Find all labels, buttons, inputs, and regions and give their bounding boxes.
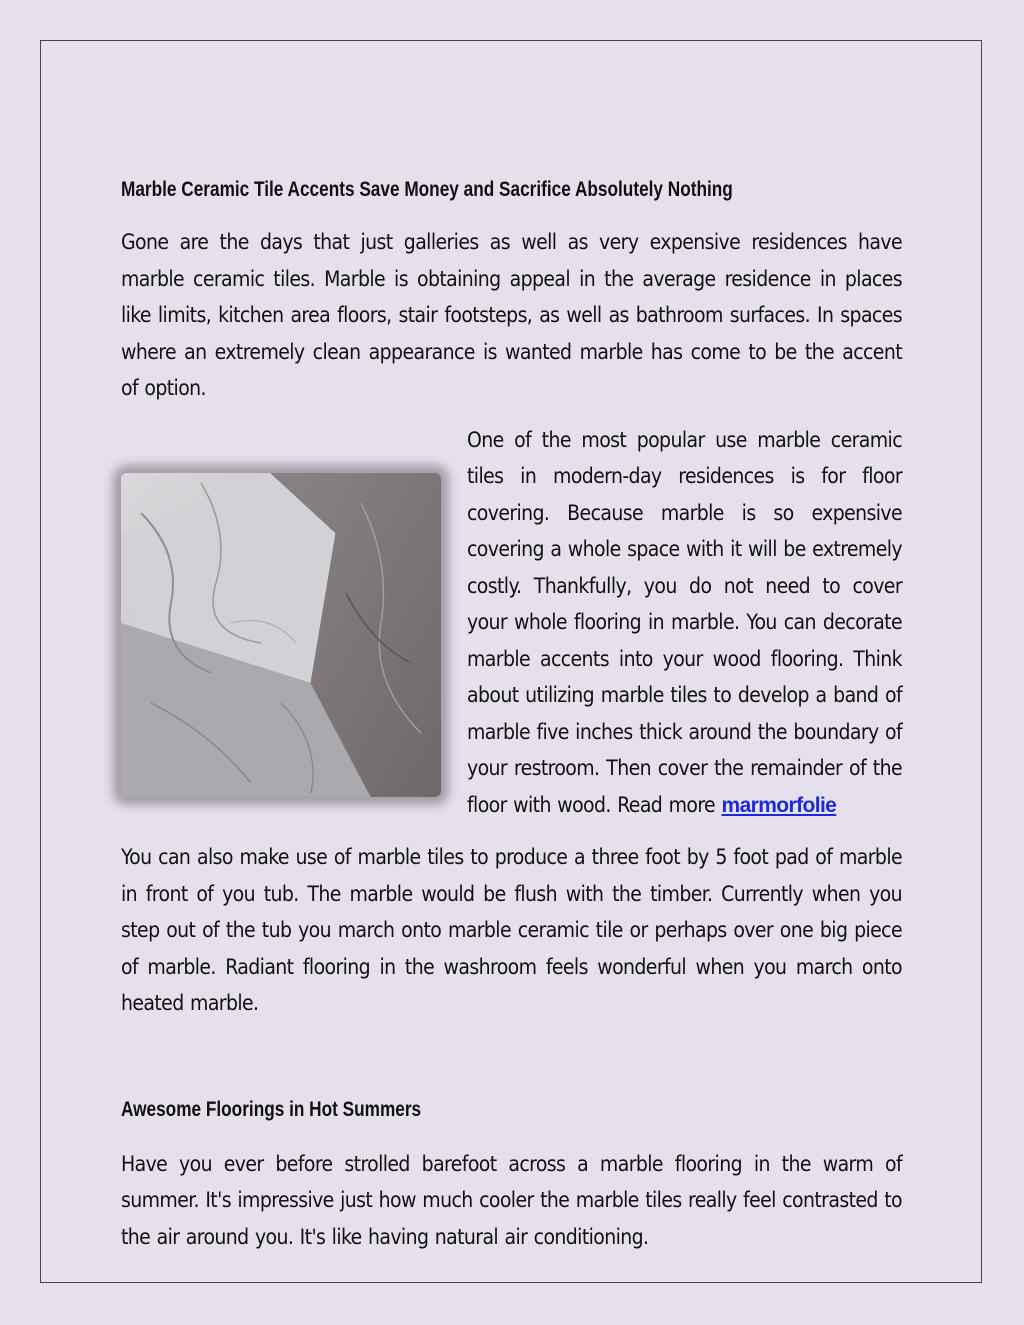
article-content [121,172,902,1270]
marmorfolie-link[interactable]: marmorfolie [721,793,837,817]
paragraph-summer: Have you ever before strolled barefoot across a marble flooring in the warm of summer. It's impressive just how much cooler the marble tiles really feel contrasted to the air around you. It's like having natural air conditioning. [121,1151,902,1249]
paragraph-tub-pad: You can also make use of marble tiles to produce a three foot by 5 foot pad of marble in front of you tub. The marble would be flush with the timber. Currently when you step out of the tub you march onto marble ceramic tile or perhaps over one big piece of marble. Radiant flooring in the washroom feels wonderful when you march onto heated marble. [121,845,902,1015]
heading-marble-accents: Marble Ceramic Tile Accents Save Money and Sacrifice Absolutely Nothing [121,178,733,201]
heading-awesome-floorings: Awesome Floorings in Hot Summers [121,1097,422,1121]
paragraph-intro: Gone are the days that just galleries as well as very expensive residences have marble ceramic tiles. Marble is obtaining appeal in the average residence in places like limits, kitchen area floors, stair footsteps, as well as bathroom surfaces. In spaces where an extremely clean appearance is wanted marble has come to be the accent of option. [121,230,902,400]
marble-tile-image [121,473,441,797]
paragraph-floor-covering-text: One of the most popular use marble ceramic tiles in modern-day residences is for floor covering. Because marble is so expensive covering a whole space with it will be extremely costly. Thankfully, you do not need to cover your whole flooring in marble. You can decorate marble accents into your wood flooring. Think about utilizing marble tiles to develop a band of marble five inches thick around the boundary of your restroom. Then cover the remainder of the floor with wood. Read more [467,427,902,817]
